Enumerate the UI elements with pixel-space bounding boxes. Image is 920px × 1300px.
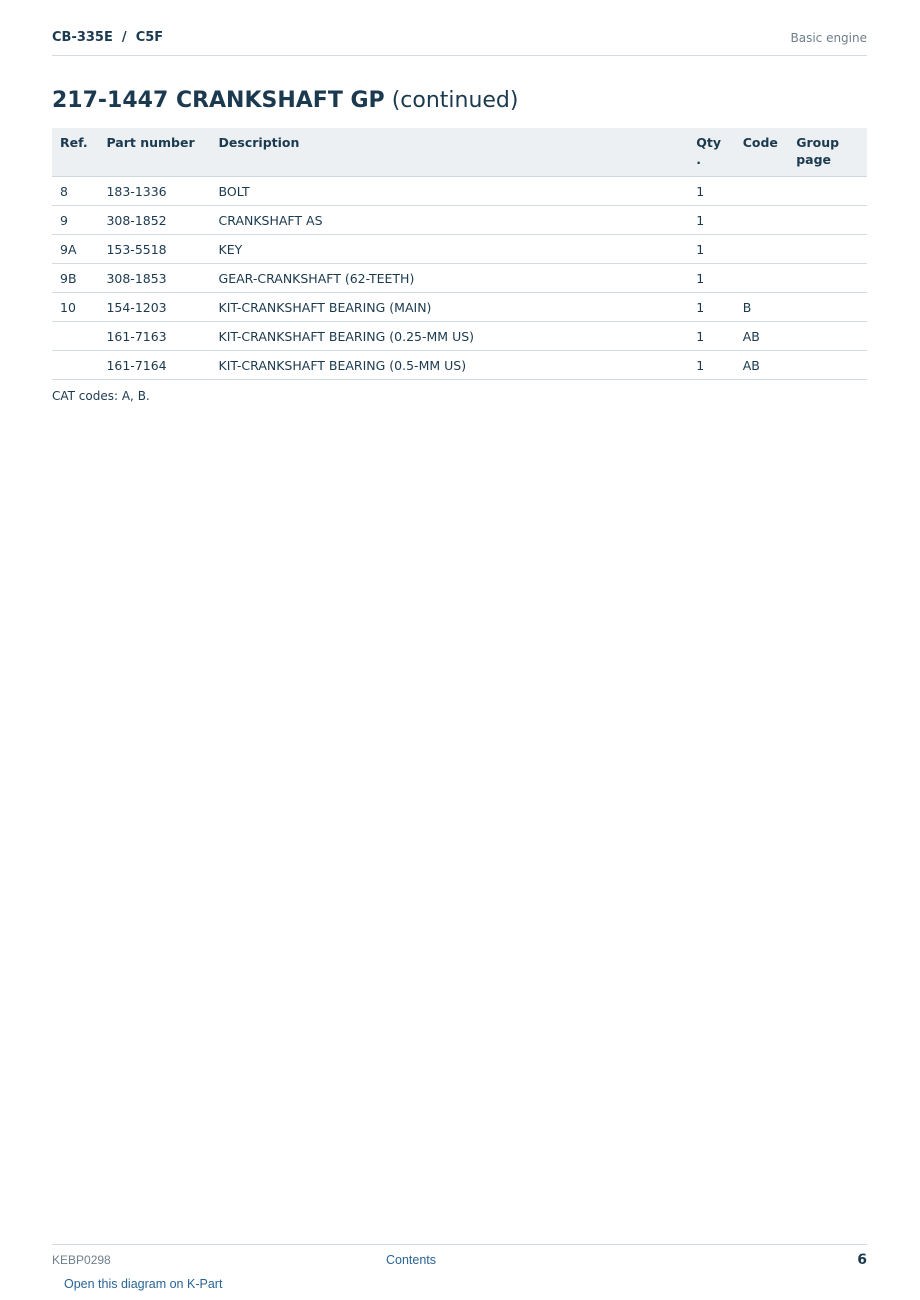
- cell-description: GEAR-CRANKSHAFT (62-TEETH): [211, 264, 689, 293]
- model-identifier: CB-335E / C5F: [52, 30, 164, 45]
- cell-qty: 1: [688, 235, 734, 264]
- cell-ref: 9B: [52, 264, 98, 293]
- section-name: Basic engine: [790, 31, 867, 45]
- cell-code: AB: [735, 351, 789, 380]
- column-header-ref: Ref.: [52, 128, 98, 177]
- column-header-qty: Qty .: [688, 128, 734, 177]
- cell-qty: 1: [688, 322, 734, 351]
- contents-link[interactable]: Contents: [386, 1253, 437, 1267]
- cell-part-number: 183-1336: [98, 177, 210, 206]
- page-title: [52, 88, 518, 113]
- column-header-group-page: Group page: [788, 128, 867, 177]
- cell-code: [735, 206, 789, 235]
- page-header: [52, 28, 867, 56]
- cell-part-number: 161-7164: [98, 351, 210, 380]
- cell-part-number: 308-1852: [98, 206, 210, 235]
- cell-part-number: 153-5518: [98, 235, 210, 264]
- table-row: [52, 351, 867, 380]
- cell-group-page: [788, 351, 867, 380]
- open-diagram-kpart-link[interactable]: Open this diagram on K-Part: [64, 1277, 223, 1291]
- cell-qty: 1: [688, 293, 734, 322]
- cell-description: KEY: [211, 235, 689, 264]
- cell-ref: 9A: [52, 235, 98, 264]
- cell-code: [735, 235, 789, 264]
- page-footer: [52, 1244, 867, 1291]
- cell-code: B: [735, 293, 789, 322]
- cell-ref: [52, 351, 98, 380]
- page-number: 6: [857, 1252, 867, 1268]
- cell-qty: 1: [688, 264, 734, 293]
- cell-part-number: 308-1853: [98, 264, 210, 293]
- cell-qty: 1: [688, 351, 734, 380]
- table-header-row: [52, 128, 867, 177]
- cell-group-page: [788, 322, 867, 351]
- cell-code: AB: [735, 322, 789, 351]
- parts-table: [52, 128, 867, 380]
- cell-code: [735, 264, 789, 293]
- cell-part-number: 161-7163: [98, 322, 210, 351]
- cell-group-page: [788, 293, 867, 322]
- table-row: [52, 264, 867, 293]
- cell-qty: 1: [688, 206, 734, 235]
- cell-code: [735, 177, 789, 206]
- table-row: [52, 293, 867, 322]
- title-suffix: (continued): [391, 88, 519, 113]
- table-row: [52, 322, 867, 351]
- cell-group-page: [788, 264, 867, 293]
- cell-description: KIT-CRANKSHAFT BEARING (0.5-MM US): [211, 351, 689, 380]
- group-title: 217-1447 CRANKSHAFT GP: [52, 88, 385, 113]
- cell-ref: 9: [52, 206, 98, 235]
- cell-group-page: [788, 206, 867, 235]
- cell-ref: 8: [52, 177, 98, 206]
- column-header-part-number: Part number: [98, 128, 210, 177]
- cell-ref: [52, 322, 98, 351]
- cat-codes-note: CAT codes: A, B.: [52, 389, 150, 403]
- table-row: [52, 177, 867, 206]
- cell-description: KIT-CRANKSHAFT BEARING (MAIN): [211, 293, 689, 322]
- cell-description: KIT-CRANKSHAFT BEARING (0.25-MM US): [211, 322, 689, 351]
- cell-group-page: [788, 177, 867, 206]
- cell-ref: 10: [52, 293, 98, 322]
- document-code: KEBP0298: [52, 1253, 111, 1267]
- column-header-description: Description: [211, 128, 689, 177]
- cell-description: CRANKSHAFT AS: [211, 206, 689, 235]
- cell-group-page: [788, 235, 867, 264]
- cell-part-number: 154-1203: [98, 293, 210, 322]
- table-row: [52, 206, 867, 235]
- cell-qty: 1: [688, 177, 734, 206]
- cell-description: BOLT: [211, 177, 689, 206]
- table-row: [52, 235, 867, 264]
- column-header-code: Code: [735, 128, 789, 177]
